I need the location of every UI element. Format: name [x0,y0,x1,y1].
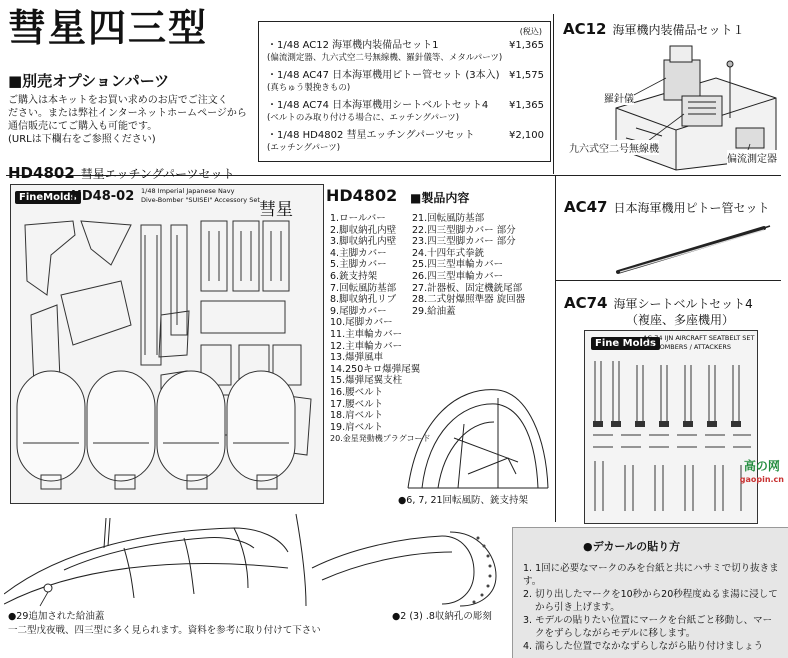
option-note: (ベルトのみ取り付ける場合に、エッチングパーツ) [267,113,460,123]
divider-vertical [553,14,554,174]
ac12-title: 海軍機内装備品セット１ [612,23,745,37]
option-item [267,130,544,154]
option-item [267,40,544,64]
wheel-well-drawing [292,508,510,608]
list-item: 6.銃支持架 [330,270,378,282]
fuselage-drawing [4,508,290,620]
list-item: 9.尾脚カバー [330,305,387,317]
list-item: 17.腰ベルト [330,398,384,410]
options-price-box [258,21,551,162]
watermark-line2: gaopin.cn [739,475,784,484]
option-note: (エッチングパーツ) [267,143,341,153]
intro-line: 通信販売にてご購入も可能です。 [8,121,158,132]
list-item: 29.給油蓋 [412,305,456,317]
list-item: 8.脚収納孔リブ [330,294,397,306]
parts-list-right [412,213,525,317]
fuel-cap-caption: ●29追加された給油蓋 [8,611,105,622]
intro-line: (URLは下欄右をご参照ください) [8,134,156,145]
fuel-cap-note: 一二型戊夜戦、四三型に多く見られます。資料を参考に取り付けて下さい [8,625,321,636]
ac74-subtitle: （複座、多座機用） [626,313,735,327]
contents-title: ■製品内容 [410,191,470,205]
ac74-sheet-line1: AC-74 IJN AIRCRAFT SEATBELT SET [643,334,755,342]
ac47-code: AC47 [564,198,608,216]
list-item: 24.十四年式拳銃 [412,247,485,259]
ac74-heading [564,294,753,312]
ac74-title: 海軍シートベルトセット4 [613,297,753,311]
hd4802-fret-sheet [10,184,324,504]
list-item: 25.四三型車輪カバー [412,259,504,271]
list-item: 7.回転風防基部 [330,282,397,294]
option-price: ¥1,575 [509,70,544,81]
list-item: 4.主脚カバー [330,247,387,259]
hd4802-code-secondary: HD4802 [326,186,398,205]
list-item: 13.爆弾風車 [330,352,384,364]
option-name: ・1/48 HD4802 彗星エッチングパーツセット [267,130,475,141]
decal-steps [523,562,780,653]
list-item: 28.二式射爆照準器 旋回器 [412,294,526,306]
ac74-fret-sheet [584,330,758,524]
ac74-sheet-line2: For BOMBERS / ATTACKERS [643,343,731,351]
list-item: 14.250キロ爆弾尾翼 [330,363,421,375]
list-item: 18.肩ベルト [330,410,384,422]
list-item: 26.四三型車輪カバー [412,270,504,282]
ac12-code: AC12 [563,20,607,38]
option-item [267,70,544,94]
seatbelt-parts-drawing [585,355,757,523]
option-price: ¥2,100 [509,130,544,141]
list-item: 3.脚収納孔内壁 [330,236,397,248]
option-price: ¥1,365 [509,100,544,111]
decal-instructions-box [512,527,788,658]
etched-parts-drawing [11,185,323,503]
hd4802-sheet-desc1: 1/48 Imperial Japanese Navy [141,187,235,195]
list-item: 12.主車輪カバー [330,340,403,352]
ac12-label-radio: 九六式空二号無線機 [569,140,659,155]
intro-line: ご購入は本キットをお買い求めのお店でご注文く [8,95,228,106]
intro-text [8,94,256,146]
list-item: 21.回転風防基部 [412,213,485,224]
list-item: 2. 切り出したマークを10秒から20秒程度ぬるま湯に浸して [523,589,778,600]
list-item: 19.肩ベルト [330,421,384,433]
divider-vertical [555,176,556,522]
ac74-logo: Fine Molds [591,337,660,350]
option-name: ・1/48 AC12 海軍機内装備品セット1 [267,40,439,51]
hd4802-title: 彗星エッチングパーツセット [80,167,235,181]
list-item: 1. 1回に必要なマークのみを台紙と共にハサミで切り抜きます。 [523,563,779,587]
list-item: 4. 濡らした位置でなかなずらしながら貼り付けましょう [523,641,764,652]
ac47-heading [564,198,770,216]
option-name: ・1/48 AC47 日本海軍機用ピトー管セット (3本入) [267,70,500,81]
hd4802-code: HD4802 [8,164,75,182]
hd4802-heading [8,164,235,182]
ac12-label-drift: 偏流測定器 [727,150,777,165]
page-title: 彗星四三型 [8,5,209,50]
divider-horizontal [556,280,781,281]
list-item: 5.主脚カバー [330,259,387,271]
canopy-drawing [398,378,554,496]
option-item [267,100,544,124]
ac74-code: AC74 [564,294,608,312]
list-item: 1.ロールバー [330,213,386,224]
list-item: 27.計器板、固定機銃尾部 [412,282,523,294]
option-price: ¥1,365 [509,40,544,51]
ac12-heading [563,20,745,38]
canopy-caption: ●6, 7, 21回転風防、銃支持架 [398,495,529,506]
ac47-title: 日本海軍機用ピトー管セット [613,201,770,215]
list-item: から引き上げます。 [535,602,620,613]
option-note: (偏流測定器、九六式空二号無線機、羅針儀等、メタルパーツ) [267,53,503,63]
intro-line: ださい。または弊社インターネットホームページから [8,108,247,119]
list-item: 2.脚収納孔内壁 [330,224,397,236]
watermark [740,460,784,486]
decal-title: ●デカールの貼り方 [583,540,681,553]
list-item: 3. モデルの貼りたい位置にマークを台紙ごと移動し、マー [523,615,773,626]
options-subtitle: ■別売オプションパーツ [8,72,170,90]
list-item: 15.爆弾尾翼支柱 [330,375,403,387]
list-item: 23.四三型脚カバー 部分 [412,236,516,248]
hd4802-sheet-code: HD48-02 [71,189,135,204]
option-note: (真ちゅう製挽きもの) [267,83,351,93]
list-item: 22.四三型脚カバー 部分 [412,224,516,236]
list-item: 16.腰ベルト [330,386,384,398]
ac12-label-compass: 羅針儀 [604,90,634,105]
list-item: 11.主車輪カバー [330,328,403,340]
hd4802-sheet-desc2: Dive-Bomber "SUISEI" Accessory Set [141,196,260,204]
tax-label: (税込) [519,27,542,36]
pitot-tube-drawing [614,222,774,278]
hd4802-logo: FineMolds [15,191,81,204]
option-name: ・1/48 AC74 日本海軍機用シートベルトセット4 [267,100,489,111]
watermark-line1: 高の网 [743,459,780,473]
list-item: 20.金星発動機プラグコード [330,434,431,444]
list-item: 10.尾脚カバー [330,317,393,329]
wheel-well-caption: ●2 (3) .8収納孔の彫刻 [392,611,492,622]
list-item: クをずらしながらモデルに移します。 [535,628,696,639]
hd4802-sheet-kanji: 彗星 [259,200,293,220]
